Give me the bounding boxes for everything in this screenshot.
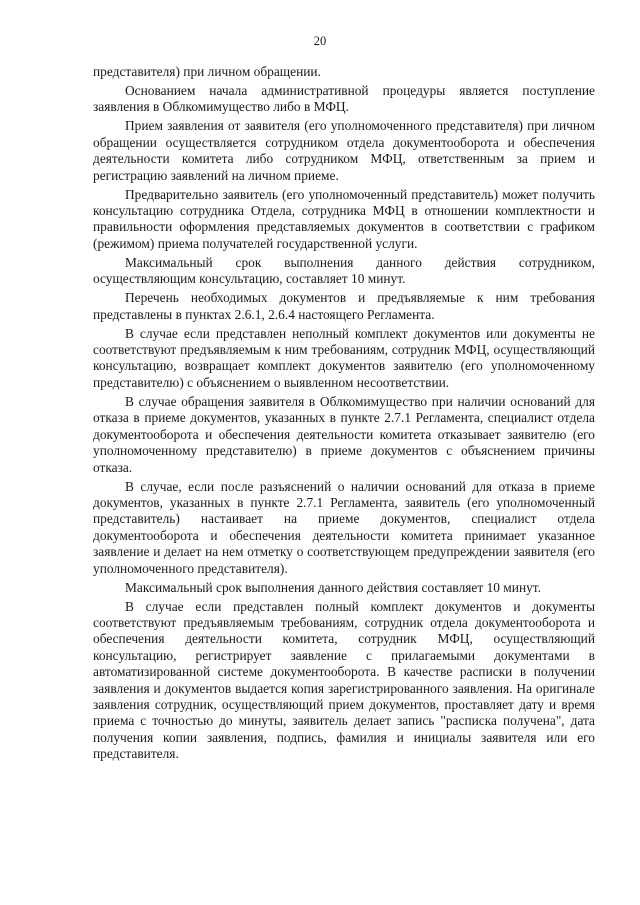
paragraph-consultation-time: Максимальный срок выполнения данного действия сотрудником, осуществляющим консультацию, составляет 10 минут. — [93, 254, 595, 287]
paragraph-document-list: Перечень необходимых документов и предъявляемые к ним требования представлены в пунктах 2.6.1, 2.6.4 настоящего Регламента. — [93, 290, 595, 322]
paragraph-basis: Основанием начала административной процедуры является поступление заявления в Облкомимущество либо в МФЦ. — [93, 83, 595, 115]
paragraph-refusal: В случае обращения заявителя в Облкомимущество при наличии оснований для отказа в приеме документов, указанных в пункте 2.7.1 Регламента, специалист отдела документооборота и обеспечения деятельности комитета отказывает заявителю (его уполномоченному представителю) в приеме документов с объяснением причины отказа. — [93, 393, 595, 475]
paragraph-registration: В случае если представлен полный комплект документов и документы соответствуют предъявляемым требованиям, сотрудник отдела документооборота и обеспечения деятельности комитета, сотрудник МФЦ, осуществляющий консультацию, регистрирует заявление с прилагаемыми документами в автоматизированной системе документооборота. В качестве расписки в получении заявления и документов выдается копия зарегистрированного заявления. На оригинале заявления сотрудник, осуществляющий прием документов, проставляет дату и время приема с точностью до минуты, заявитель делает запись "расписка получена", дата получения копии заявления, подпись, фамилия и инициалы заявителя или его представителя. — [93, 598, 595, 762]
paragraph-incomplete-set: В случае если представлен неполный комплект документов или документы не соответствуют предъявляемым к ним требованиям, сотрудник МФЦ, осуществляющий консультацию, возвращает комплект документов заявителю (его уполномоченному представителю) с объяснением о выявленном несоответствии. — [93, 325, 595, 390]
paragraph-reception: Прием заявления от заявителя (его уполномоченного представителя) при личном обращении осуществляется сотрудником отдела документооборота и обеспечения деятельности комитета либо сотрудником МФЦ, ответственным за прием и регистрацию заявлений на личном приеме. — [93, 118, 595, 183]
document-body — [93, 64, 595, 765]
page-number: 20 — [313, 34, 327, 48]
paragraph-insistence: В случае, если после разъяснений о наличии оснований для отказа в приеме документов, указанных в пункте 2.7.1 Регламента, заявитель (его уполномоченный представитель) настаивает на приеме документов, специалист отдела документооборота и обеспечения деятельности комитета принимает указанное заявление и делает на нем отметку о соответствующем предупреждении заявителя (его уполномоченного представителя). — [93, 478, 595, 576]
paragraph-action-time: Максимальный срок выполнения данного действия составляет 10 минут. — [125, 579, 541, 595]
paragraph-continuation: представителя) при личном обращении. — [93, 64, 321, 79]
paragraph-consultation: Предварительно заявитель (его уполномоченный представитель) может получить консультацию сотрудника Отдела, сотрудника МФЦ в отношении комплектности и правильности оформления представляемых документов в соответствии с графиком (режимом) приема получателей государственной услуги. — [93, 186, 595, 251]
